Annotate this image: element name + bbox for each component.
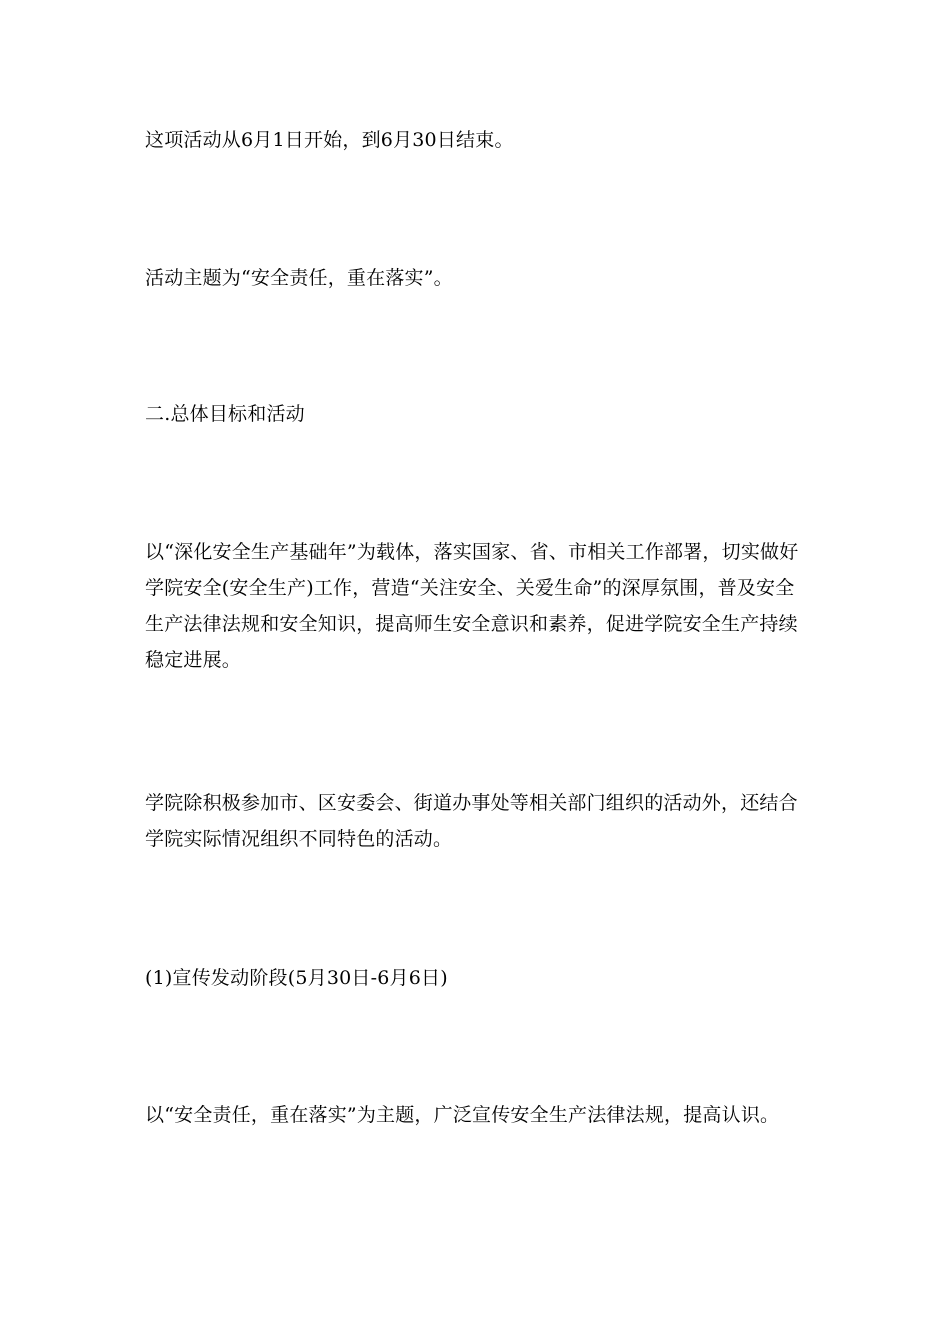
paragraph-activities: 学院除积极参加市、区安委会、街道办事处等相关部门组织的活动外，还结合学院实际情况组织不同特色的活动。 xyxy=(145,792,798,850)
section-heading-goals: 二.总体目标和活动 xyxy=(145,403,305,425)
paragraph-publicity-theme: 以“安全责任，重在落实”为主题，广泛宣传安全生产法律法规，提高认识。 xyxy=(145,1104,780,1126)
paragraph-activity-dates: 这项活动从6月1日开始，到6月30日结束。 xyxy=(145,129,514,151)
paragraph-overall-goal: 以“深化安全生产基础年”为载体，落实国家、省、市相关工作部署，切实做好学院安全(安全生产)工作，营造“关注安全、关爱生命”的深厚氛围，普及安全生产法律法规和安全知识，提高师生安全意识和素养，促进学院安全生产持续稳定进展。 xyxy=(145,541,799,671)
subheading-publicity-phase: (1)宣传发动阶段(5月30日-6月6日) xyxy=(145,967,448,989)
paragraph-activity-theme: 活动主题为“安全责任，重在落实”。 xyxy=(145,267,453,289)
